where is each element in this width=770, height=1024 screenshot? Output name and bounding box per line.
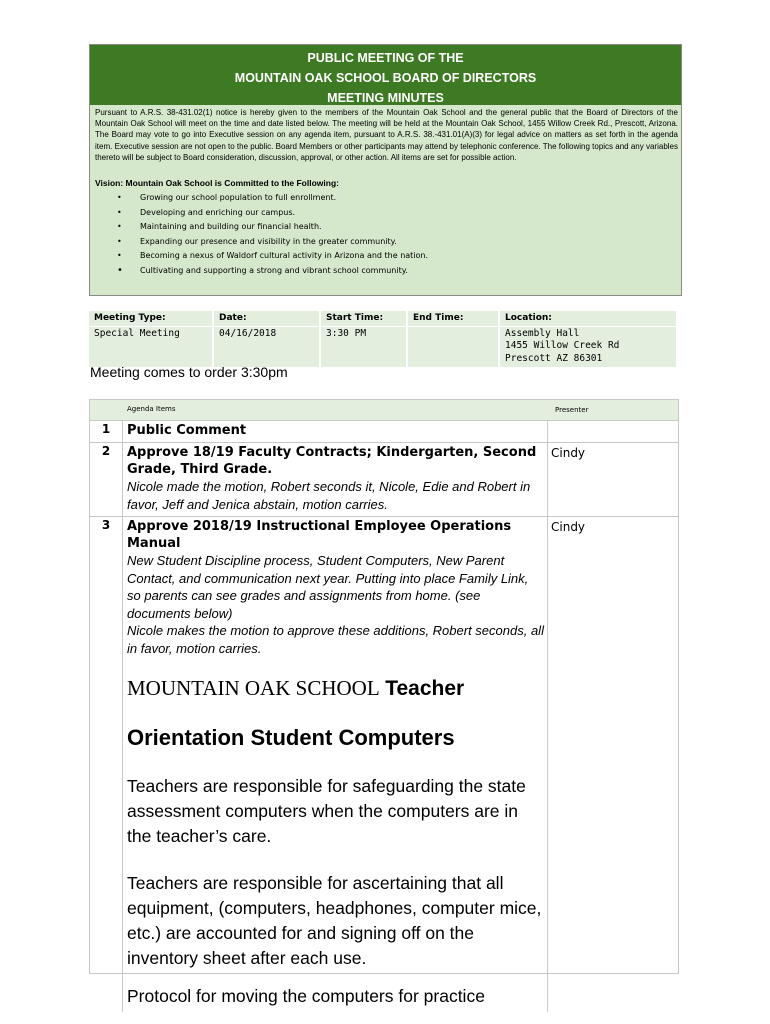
bullet-icon: • <box>117 236 122 246</box>
agenda-row <box>90 421 678 443</box>
item-presenter <box>548 421 678 442</box>
agenda-table <box>89 399 679 1006</box>
meeting-type-label: Meeting Type: <box>89 311 213 326</box>
item-note: Nicole made the motion, Robert seconds it, Nicole, Edie and Robert in favor, Jeff and Jenica abstain, motion carries. <box>127 479 531 512</box>
heading-teacher: Teacher <box>385 677 465 700</box>
item-title: Public Comment <box>127 423 247 438</box>
item-title: Approve 18/19 Faculty Contracts; Kindergarten, Second Grade, Third Grade. <box>127 445 537 477</box>
vision-item: • Becoming a nexus of Waldorf cultural activity in Arizona and the nation. <box>95 249 678 264</box>
end-time-value <box>407 326 499 367</box>
end-time-label: End Time: <box>407 311 499 326</box>
item-content <box>123 421 548 442</box>
vision-item: • Growing our school population to full enrollment. <box>95 191 678 206</box>
start-time-label: Start Time: <box>320 311 407 326</box>
notice-body <box>90 105 681 295</box>
item-presenter: Cindy <box>551 446 586 460</box>
doc-paragraph: Teachers are responsible for ascertaining that all equipment, (computers, headphones, computer mice, etc.) are accounted for and signing off on the inventory sheet after each use. <box>127 873 542 968</box>
vision-heading: Vision: Mountain Oak School is Committed to the Following: <box>95 178 339 189</box>
school-name: MOUNTAIN OAK SCHOOL <box>127 676 380 700</box>
meeting-type-value: Special Meeting <box>89 326 213 367</box>
legal-notice: Pursuant to A.R.S. 38-431.02(1) notice is hereby given to the members of the Mountain Oak School and the general public that the Board of Directors of the Mountain Oak School will meet on the time and date listed below. The meeting will be held at the Mountain Oak School, 1455 Willow Creek Rd., Prescott, Arizona. The Board may vote to go into Executive session on any agenda item, pursuant to A.R.S. 38.-431.01(A)(3) for legal advice on matters as set forth in the agenda item. Executive session are not open to the public. Board Members or other participants may attend by telephonic conference. The following topics and any variables thereto will be subject to Board consideration, discussion, approval, or other action. All items are set for possible action. <box>95 108 678 162</box>
location-line: 1455 Willow Creek Rd <box>505 340 620 351</box>
agenda-items-header: Agenda Items <box>127 405 176 413</box>
item-note: New Student Discipline process, Student Computers, New Parent Contact, and communication next year. Putting into place Family Link, so parents can see grades and assignments from home. (see documents below) <box>127 553 529 621</box>
embedded-document <box>127 675 544 1009</box>
order-statement: Meeting comes to order 3:30pm <box>90 364 288 380</box>
meeting-info-table <box>89 311 678 368</box>
item-content <box>123 517 548 1012</box>
doc-heading <box>127 675 544 702</box>
item-title: Approve 2018/19 Instructional Employee Operations Manual <box>127 519 512 551</box>
vision-item: • Maintaining and building our financial health. <box>95 220 678 235</box>
doc-paragraph: Teachers are responsible for safeguarding the state assessment computers when the computers are in the teacher’s care. <box>127 776 526 846</box>
bullet-icon: • <box>117 264 123 276</box>
date-value: 04/16/2018 <box>213 326 320 367</box>
presenter-header: Presenter <box>555 406 589 414</box>
location-value <box>499 326 677 367</box>
title-line-2: MOUNTAIN OAK SCHOOL BOARD OF DIRECTORS <box>234 71 537 85</box>
item-number: 2 <box>90 443 123 516</box>
date-label: Date: <box>213 311 320 326</box>
notice-header-box <box>89 44 682 296</box>
title-line-3: MEETING MINUTES <box>327 91 444 105</box>
num-col-header <box>90 410 123 411</box>
agenda-row <box>90 443 678 517</box>
item-note: Nicole makes the motion to approve these additions, Robert seconds, all in favor, motion carries. <box>127 623 544 656</box>
agenda-row <box>90 517 678 1012</box>
item-number: 1 <box>90 421 123 442</box>
item-presenter: Cindy <box>551 520 586 534</box>
location-line: Assembly Hall <box>505 327 580 339</box>
bullet-icon: • <box>117 193 122 203</box>
agenda-header-row <box>90 400 678 421</box>
title-band <box>90 45 681 105</box>
start-time-value: 3:30 PM <box>320 326 407 367</box>
vision-item: • Cultivating and supporting a strong and vibrant school community. <box>95 264 678 279</box>
doc-subheading: Orientation Student Computers <box>127 725 455 750</box>
bullet-icon: • <box>117 222 122 232</box>
item-content <box>123 443 548 516</box>
title-line-1: PUBLIC MEETING OF THE <box>307 51 464 65</box>
vision-item: • Expanding our presence and visibility in the greater community. <box>95 235 678 250</box>
location-label: Location: <box>499 311 677 326</box>
location-line: Prescott AZ 86301 <box>505 352 603 364</box>
bullet-icon: • <box>117 251 122 261</box>
vision-list <box>95 191 678 279</box>
bullet-icon: • <box>117 207 122 217</box>
item-number: 3 <box>90 517 123 1012</box>
vision-item: • Developing and enriching our campus. <box>95 206 678 221</box>
doc-paragraph: Protocol for moving the computers for practice <box>127 986 485 1006</box>
